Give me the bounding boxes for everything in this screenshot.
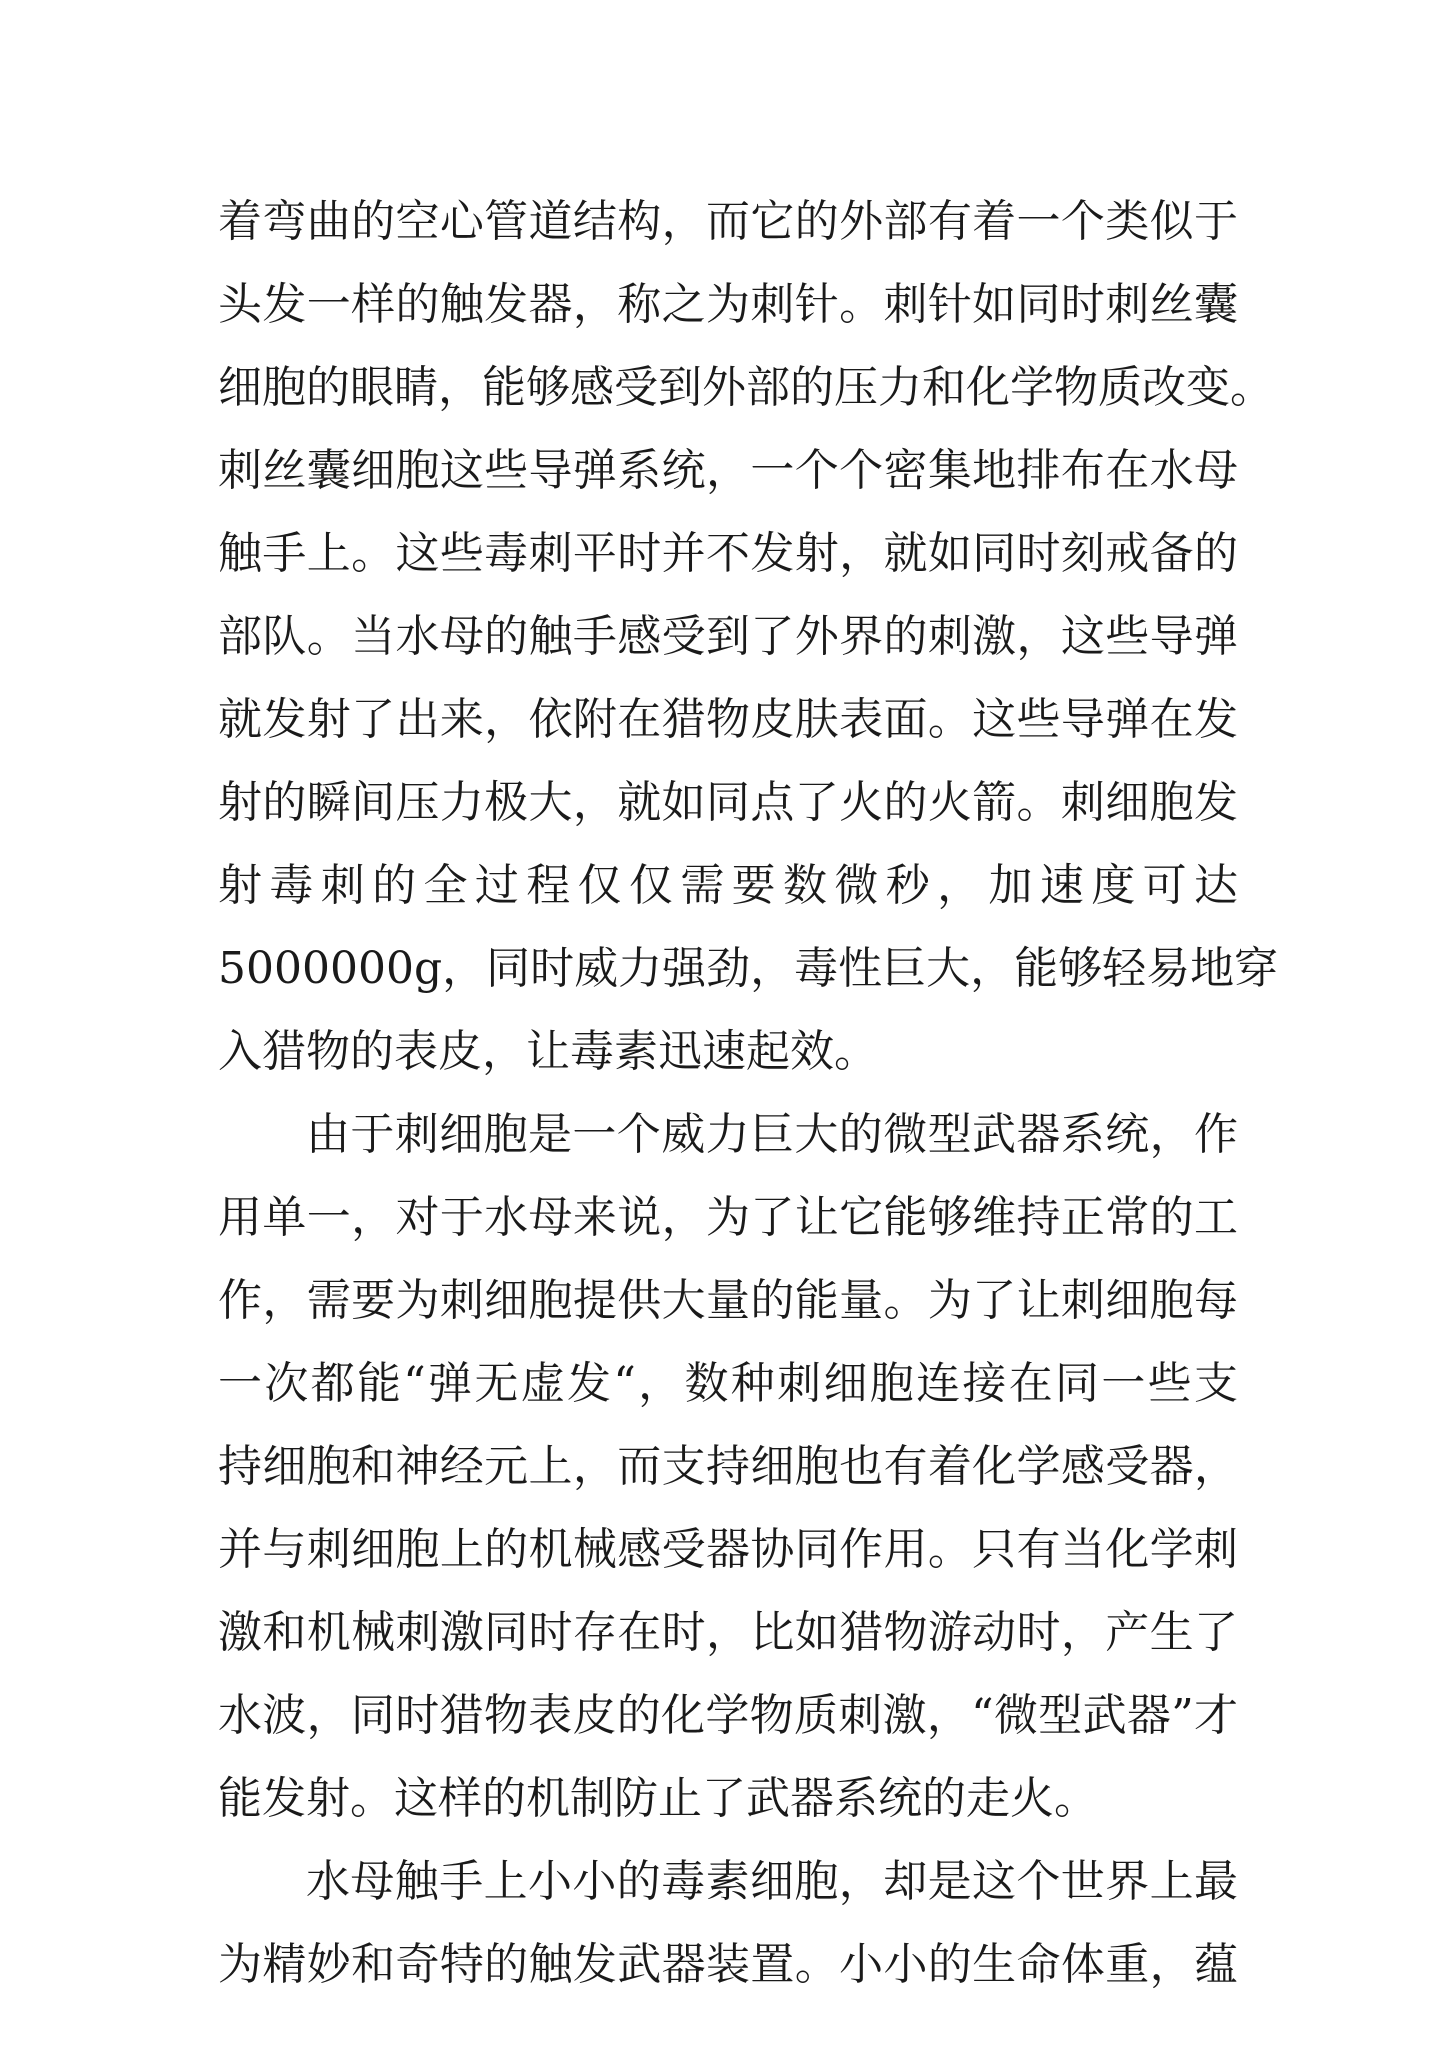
text-line: 为精妙和奇特的触发武器装置。小小的生命体重，蕴 [218,1939,1238,1990]
text-line: 一次都能“弹无虚发“，数种刺细胞连接在同一些支 [218,1358,1238,1409]
text-line: 作，需要为刺细胞提供大量的能量。为了让刺细胞每 [218,1275,1238,1326]
article-body [218,180,1279,2006]
text-line: 就发射了出来，依附在猎物皮肤表面。这些导弹在发 [218,694,1238,745]
text-line: 并与刺细胞上的机械感受器协同作用。只有当化学刺 [218,1524,1238,1575]
text-line: 射的瞬间压力极大，就如同点了火的火箭。刺细胞发 [218,777,1238,828]
text-line: 细胞的眼睛，能够感受到外部的压力和化学物质改变。 [218,362,1274,413]
text-line: 触手上。这些毒刺平时并不发射，就如同时刻戒备的 [218,528,1238,579]
text-line: 头发一样的触发器，称之为刺针。刺针如同时刺丝囊 [218,279,1238,330]
text-line: 5000000g，同时威力强劲，毒性巨大，能够轻易地穿 [218,943,1279,994]
text-line: 着弯曲的空心管道结构，而它的外部有着一个类似于 [218,196,1238,247]
paragraph-first-line: 由于刺细胞是一个威力巨大的微型武器系统，作 [306,1109,1238,1160]
text-line: 水波，同时猎物表皮的化学物质刺激，“微型武器”才 [218,1690,1238,1741]
text-line: 能发射。这样的机制防止了武器系统的走火。 [218,1773,1098,1824]
text-line: 激和机械刺激同时存在时，比如猎物游动时，产生了 [218,1607,1238,1658]
text-line: 用单一，对于水母来说，为了让它能够维持正常的工 [218,1192,1238,1243]
text-line: 射毒刺的全过程仅仅需要数微秒，加速度可达 [218,860,1238,911]
text-line: 入猎物的表皮，让毒素迅速起效。 [218,1026,878,1077]
text-line: 持细胞和神经元上，而支持细胞也有着化学感受器， [218,1441,1238,1492]
text-line: 部队。当水母的触手感受到了外界的刺激，这些导弹 [218,611,1238,662]
text-line: 刺丝囊细胞这些导弹系统，一个个密集地排布在水母 [218,445,1238,496]
paragraph-first-line: 水母触手上小小的毒素细胞，却是这个世界上最 [306,1856,1238,1907]
